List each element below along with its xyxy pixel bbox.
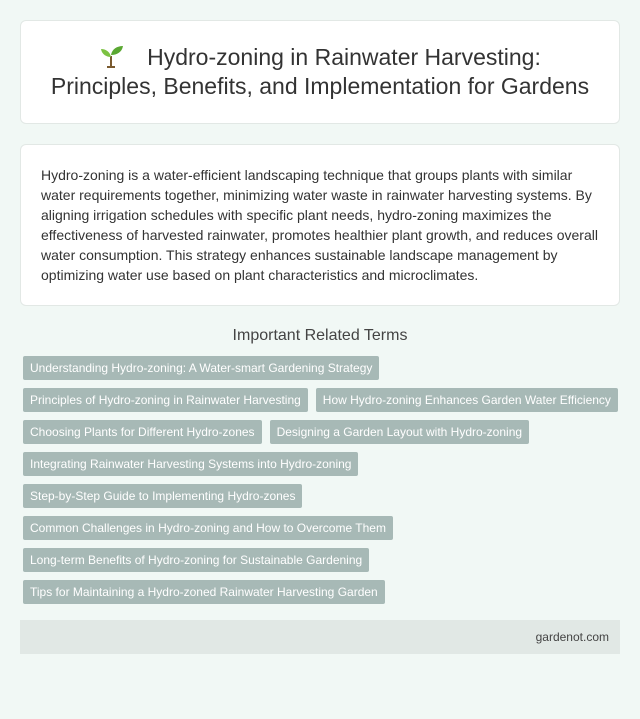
seedling-icon [99, 44, 125, 68]
term-row [23, 484, 620, 508]
footer-site-link[interactable]: gardenot.com [535, 630, 609, 644]
related-term-tag[interactable]: Integrating Rainwater Harvesting Systems into Hydro-zoning [23, 452, 358, 476]
title-card [20, 20, 620, 124]
related-term-tag[interactable]: Common Challenges in Hydro-zoning and How to Overcome Them [23, 516, 393, 540]
related-term-tag[interactable]: How Hydro-zoning Enhances Garden Water Efficiency [316, 388, 618, 412]
term-row [23, 580, 620, 604]
term-row [23, 420, 620, 444]
related-term-tag[interactable]: Long-term Benefits of Hydro-zoning for Sustainable Gardening [23, 548, 369, 572]
term-row [23, 516, 620, 540]
term-row [23, 452, 620, 476]
term-row [23, 356, 620, 380]
page-title-text: Hydro-zoning in Rainwater Harvesting: Principles, Benefits, and Implementation for Gardens [50, 44, 590, 99]
page-title [45, 43, 595, 101]
related-term-tag[interactable]: Step-by-Step Guide to Implementing Hydro-zones [23, 484, 302, 508]
description-text: Hydro-zoning is a water-efficient landscaping technique that groups plants with similar water requirements together, minimizing water waste in rainwater harvesting systems. By aligning irrigation schedules with specific plant needs, hydro-zoning maximizes the effectiveness of harvested rainwater, promotes healthier plant growth, and reduces overall water consumption. This strategy enhances sustainable landscape management by optimizing water use based on plant characteristics and microclimates. [41, 167, 598, 283]
related-terms-list [20, 356, 620, 604]
related-term-tag[interactable]: Understanding Hydro-zoning: A Water-smart Gardening Strategy [23, 356, 379, 380]
related-term-tag[interactable]: Tips for Maintaining a Hydro-zoned Rainwater Harvesting Garden [23, 580, 385, 604]
footer [20, 620, 620, 654]
term-row [23, 388, 620, 412]
description-card [20, 144, 620, 306]
related-term-tag[interactable]: Principles of Hydro-zoning in Rainwater Harvesting [23, 388, 308, 412]
related-term-tag[interactable]: Designing a Garden Layout with Hydro-zoning [270, 420, 529, 444]
related-terms-heading: Important Related Terms [232, 327, 408, 344]
related-term-tag[interactable]: Choosing Plants for Different Hydro-zones [23, 420, 262, 444]
term-row [23, 548, 620, 572]
